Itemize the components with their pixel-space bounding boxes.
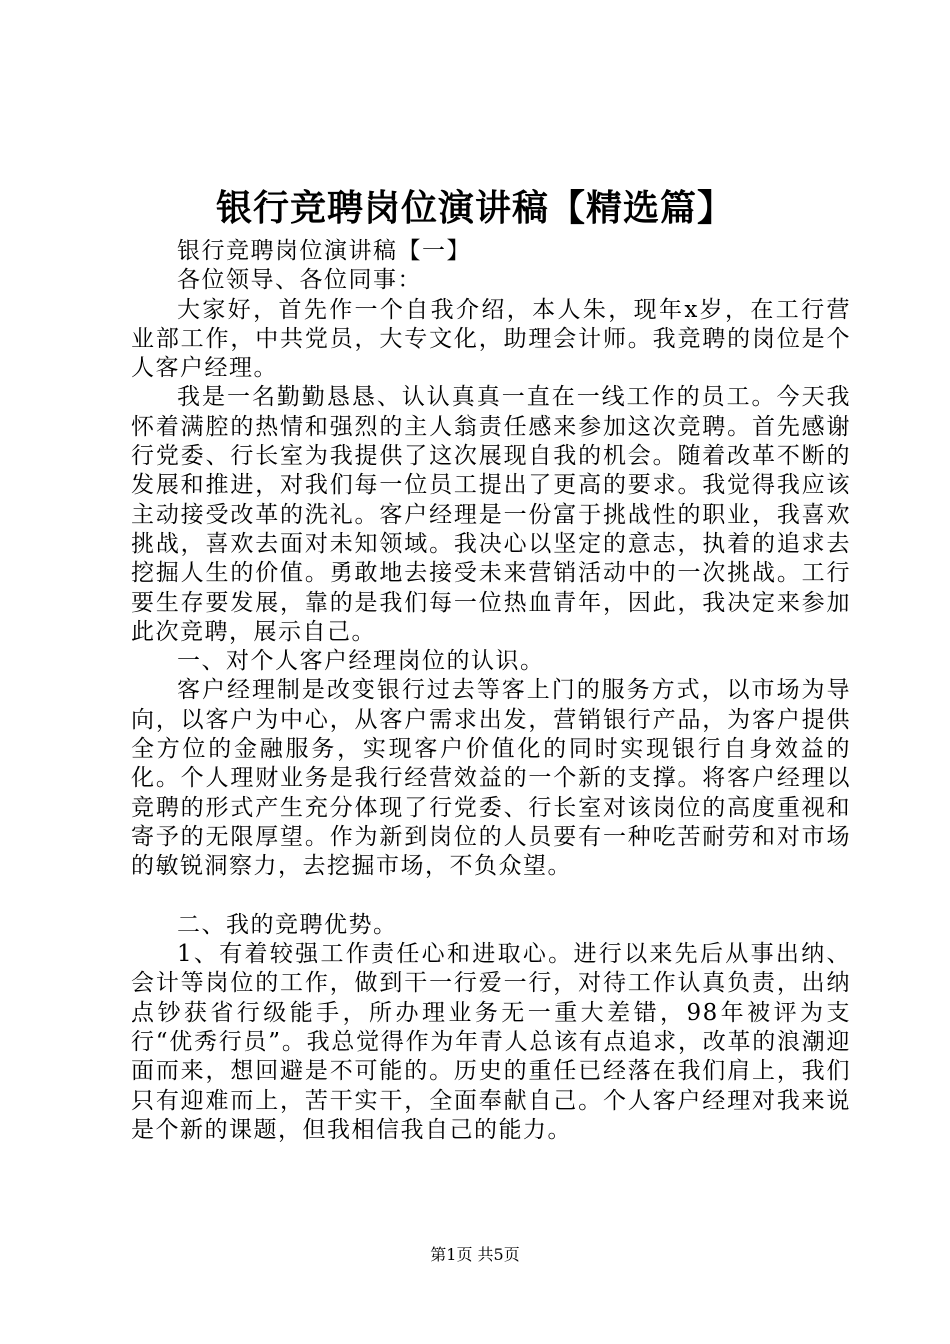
salutation: 各位领导、各位同事： [177,267,422,294]
section-heading: 银行竞聘岗位演讲稿【一】 [177,238,471,264]
paragraph-understanding: 客户经理制是改变银行过去等客上门的服务方式，以市场为导向，以客户为中心，从客户需求出发，营销银行产品，为客户提供全方位的金融服务，实现客户价值化的同时实现银行自身效益的化。个人理财业务是我行经营效益的一个新的支撑。将客户经理以竞聘的形式产生充分体现了行党委、行长室对该岗位的高度重视和寄予的无限厚望。作为新到岗位的人员要有一种吃苦耐劳和对市场的敏锐洞察力，去挖掘市场，不负众望。 [131,677,851,880]
document-body [131,237,851,1145]
paragraph-motivation: 我是一名勤勤恳恳、认认真真一直在一线工作的员工。今天我怀着满腔的热情和强烈的主人翁责任感来参加这次竞聘。首先感谢行党委、行长室为我提供了这次展现自我的机会。随着改革不断的发展和推进，对我们每一位员工提出了更高的要求。我觉得我应该主动接受改革的洗礼。客户经理是一份富于挑战性的职业，我喜欢挑战，喜欢去面对未知领域。我决心以坚定的意志，执着的追求去挖掘人生的价值。勇敢地去接受未来营销活动中的一次挑战。工行要生存要发展，靠的是我们每一位热血青年，因此，我决定来参加此次竞聘，展示自己。 [131,384,851,645]
page-footer: 第1页 共5页 [430,1245,520,1264]
subheading-understanding: 一、对个人客户经理岗位的认识。 [177,648,545,675]
subheading-advantages: 二、我的竞聘优势。 [177,911,398,938]
paragraph-advantage-1: 1、有着较强工作责任心和进取心。进行以来先后从事出纳、会计等岗位的工作，做到干一行爱一行，对待工作认真负责，出纳点钞获省行级能手，所办理业务无一重大差错，98年被评为支行“优秀行员”。我总觉得作为年青人总该有点追求，改革的浪潮迎面而来，想回避是不可能的。历史的重任已经落在我们肩上，我们只有迎难而上，苦干实干，全面奉献自己。个人客户经理对我来说是个新的课题，但我相信我自己的能力。 [131,941,851,1143]
blank-line [131,882,851,911]
document-title: 银行竞聘岗位演讲稿【精选篇】 [215,187,734,229]
paragraph-intro: 大家好，首先作一个自我介绍，本人朱，现年x岁，在工行营业部工作，中共党员，大专文化，助理会计师。我竞聘的岗位是个人客户经理。 [131,296,851,382]
